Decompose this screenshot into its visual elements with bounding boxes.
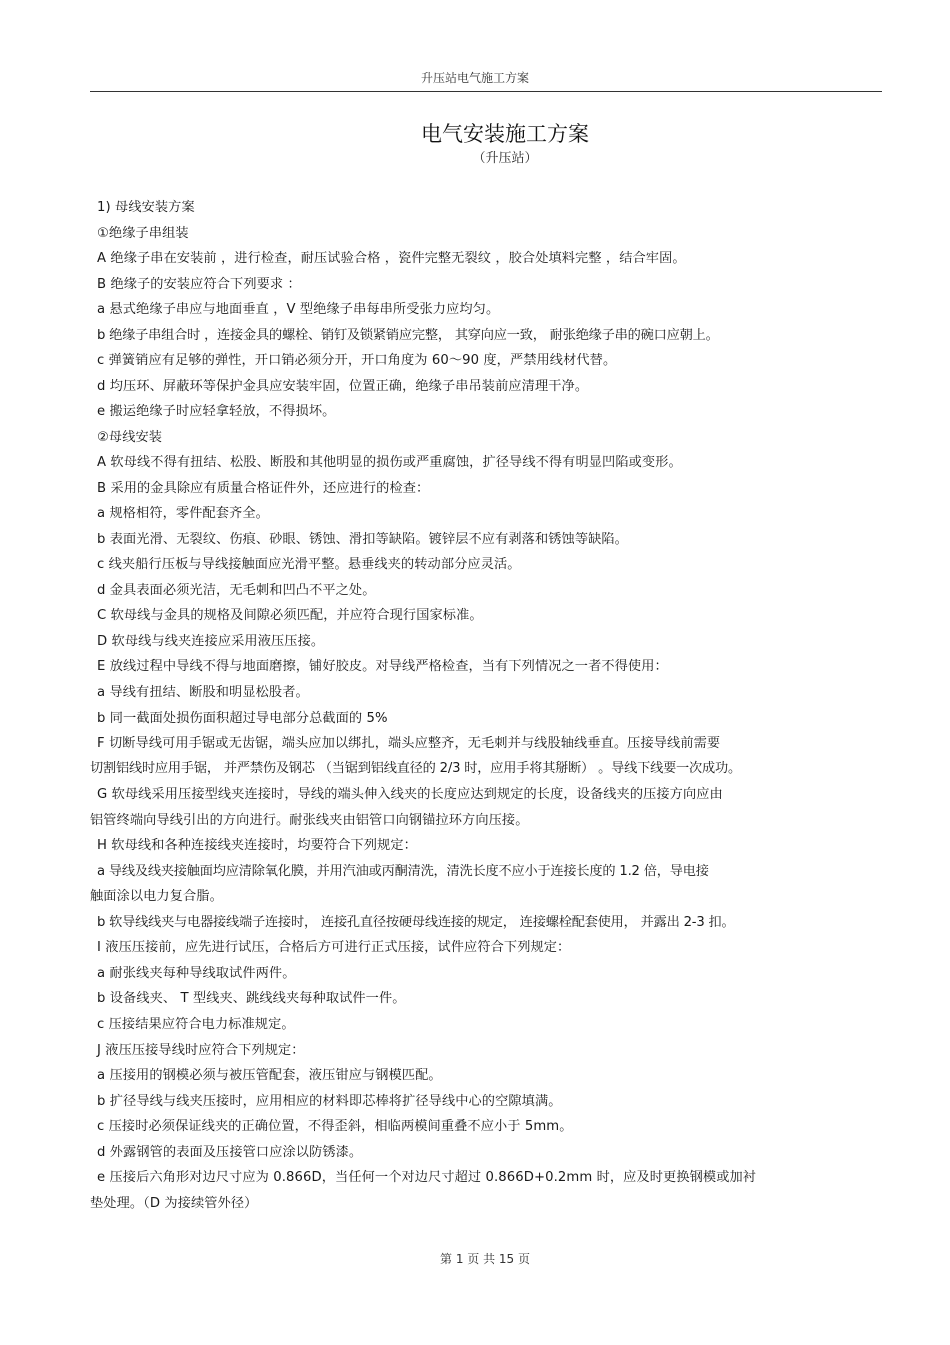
paragraph-line: b 同一截面处损伤面积超过导电部分总截面的 5% <box>97 711 388 726</box>
paragraph-line: d 均压环、屏蔽环等保护金具应安装牢固，位置正确，绝缘子串吊装前应清理干净。 <box>97 379 589 394</box>
paragraph-line: c 压接结果应符合电力标准规定。 <box>97 1017 295 1032</box>
paragraph-line: b 扩径导线与线夹压接时，应用相应的材料即芯棒将扩径导线中心的空隙填满。 <box>97 1094 562 1109</box>
paragraph-line: 垫处理。（D 为接续管外径） <box>90 1196 258 1211</box>
paragraph-line: b 绝缘子串组合时 ，连接金具的螺栓、销钉及锁紧销应完整， 其穿向应一致， 耐张绝缘子串的碗口应朝上。 <box>97 328 719 343</box>
paragraph-line: c 线夹船行压板与导线接触面应光滑平整。悬垂线夹的转动部分应灵活。 <box>97 557 521 572</box>
paragraph-line: J 液压压接导线时应符合下列规定： <box>97 1043 305 1058</box>
document-title: 电气安装施工方案 <box>421 122 589 146</box>
header-rule <box>90 91 882 92</box>
running-header: 升压站电气施工方案 <box>420 71 529 85</box>
subsection-heading: ①绝缘子串组装 <box>97 226 189 241</box>
page-number: 第 1 页 共 15 页 <box>440 1252 530 1266</box>
paragraph-line: 铝管终端向导线引出的方向进行。耐张线夹由铝管口向钢锚拉环方向压接。 <box>90 813 529 828</box>
paragraph-line: a 导线有扭结、断股和明显松股者。 <box>97 685 309 700</box>
paragraph-line: C 软母线与金具的规格及间隙必须匹配，并应符合现行国家标准。 <box>97 608 483 623</box>
paragraph-line: e 搬运绝缘子时应轻拿轻放，不得损坏。 <box>97 404 336 419</box>
paragraph-line: D 软母线与线夹连接应采用液压压接。 <box>97 634 325 649</box>
paragraph-line: G 软母线采用压接型线夹连接时，导线的端头伸入线夹的长度应达到规定的长度，设备线夹的压接方向应由 <box>97 787 723 802</box>
paragraph-line: B 采用的金具除应有质量合格证件外，还应进行的检查： <box>97 481 430 496</box>
paragraph-line: b 表面光滑、无裂纹、伤痕、砂眼、锈蚀、滑扣等缺陷。镀锌层不应有剥落和锈蚀等缺陷。 <box>97 532 628 547</box>
paragraph-line: d 金具表面必须光洁，无毛刺和凹凸不平之处。 <box>97 583 376 598</box>
paragraph-line: a 压接用的钢模必须与被压管配套，液压钳应与钢模匹配。 <box>97 1068 442 1083</box>
paragraph-line: 切割铝线时应用手锯， 并严禁伤及钢芯 （当锯到铝线直径的 2/3 时，应用手将其掰断） 。导线下线要一次成功。 <box>90 761 741 776</box>
paragraph-line: H 软母线和各种连接线夹连接时，均要符合下列规定： <box>97 838 417 853</box>
paragraph-line: B 绝缘子的安装应符合下列要求 ： <box>97 277 301 292</box>
paragraph-line: b 软导线线夹与电器接线端子连接时， 连接孔直径按硬母线连接的规定， 连接螺栓配套使用， 并露出 2-3 扣。 <box>97 915 735 930</box>
paragraph-line: F 切断导线可用手锯或无齿锯，端头应加以绑扎，端头应整齐，无毛刺并与线股轴线垂直。压接导线前需要 <box>97 736 721 751</box>
paragraph-line: a 规格相符，零件配套齐全。 <box>97 506 269 521</box>
paragraph-line: a 悬式绝缘子串应与地面垂直 ，V 型绝缘子串每串所受张力应均匀。 <box>97 302 500 317</box>
paragraph-line: a 导线及线夹接触面均应清除氧化膜，并用汽油或丙酮清洗，清洗长度不应小于连接长度的 1.2 倍，导电接 <box>97 864 709 879</box>
paragraph-line: b 设备线夹、 T 型线夹、跳线线夹每种取试件一件。 <box>97 991 406 1006</box>
paragraph-line: c 弹簧销应有足够的弹性，开口销必须分开，开口角度为 60～90 度，严禁用线材代替。 <box>97 353 617 368</box>
paragraph-line: 触面涂以电力复合脂。 <box>90 889 223 904</box>
paragraph-line: d 外露钢管的表面及压接管口应涂以防锈漆。 <box>97 1145 363 1160</box>
paragraph-line: c 压接时必须保证线夹的正确位置，不得歪斜，相临两模间重叠不应小于 5mm。 <box>97 1119 573 1134</box>
paragraph-line: e 压接后六角形对边尺寸应为 0.866D，当任何一个对边尺寸超过 0.866D+0.2mm 时，应及时更换钢模或加衬 <box>97 1170 757 1185</box>
paragraph-line: A 软母线不得有扭结、松股、断股和其他明显的损伤或严重腐蚀，扩径导线不得有明显凹陷或变形。 <box>97 455 682 470</box>
paragraph-line: E 放线过程中导线不得与地面磨擦，铺好胶皮。对导线严格检查，当有下列情况之一者不得使用： <box>97 659 668 674</box>
paragraph-line: A 绝缘子串在安装前 ，进行检查，耐压试验合格 ，瓷件完整无裂纹 ，胶合处填料完整 ，结合牢固。 <box>97 251 686 266</box>
paragraph-line: a 耐张线夹每种导线取试件两件。 <box>97 966 296 981</box>
subsection-heading: ②母线安装 <box>97 430 163 445</box>
document-subtitle: （升压站） <box>472 151 538 166</box>
section-heading: 1) 母线安装方案 <box>97 200 195 215</box>
paragraph-line: I 液压压接前，应先进行试压，合格后方可进行正式压接，试件应符合下列规定： <box>97 940 571 955</box>
